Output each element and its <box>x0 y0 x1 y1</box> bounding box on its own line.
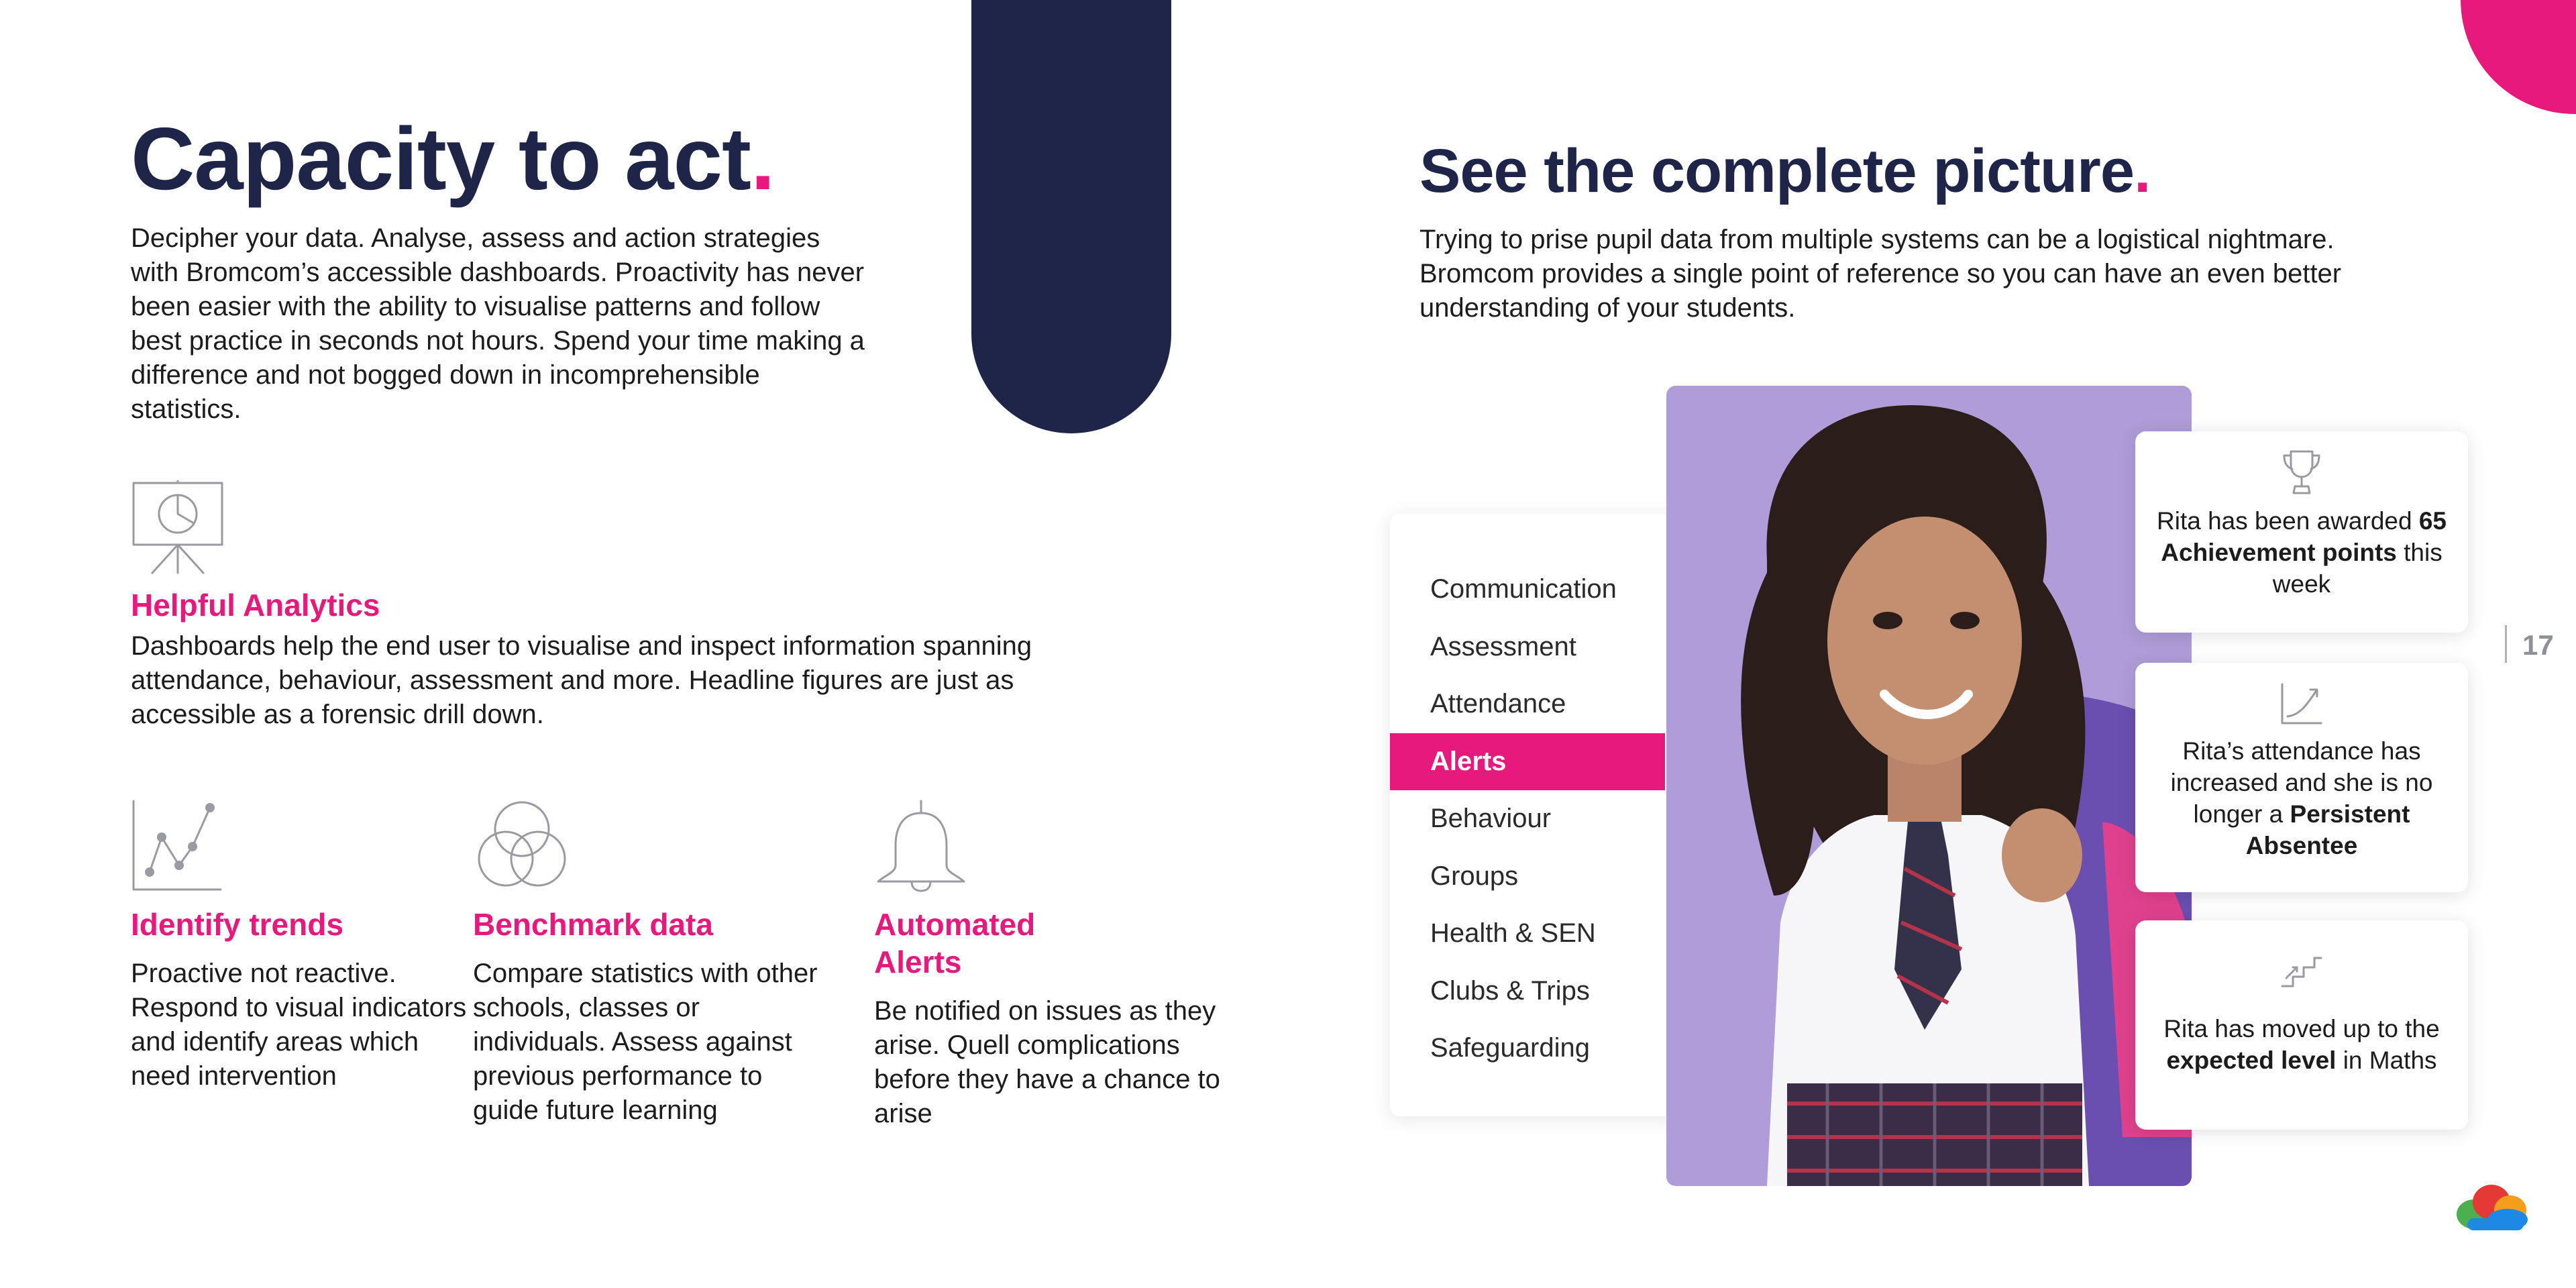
achievement-card <box>2135 431 2468 633</box>
page-number-divider <box>2505 625 2507 663</box>
progress-card <box>2135 920 2468 1130</box>
student-photo <box>1666 386 2192 1186</box>
feature-title: Identify trends <box>131 907 343 942</box>
category-menu <box>1390 514 1685 1116</box>
menu-item-attendance[interactable]: Attendance <box>1430 689 1566 718</box>
presentation-board-pie-icon <box>131 480 225 574</box>
menu-item-behaviour[interactable]: Behaviour <box>1430 804 1552 833</box>
line-graph-icon <box>131 798 480 899</box>
card-text: Rita has been awarded 65 Achievement points this week <box>2157 507 2447 598</box>
bell-icon <box>874 798 1223 899</box>
card-text: Rita has moved up to the expected level in Maths <box>2163 1015 2440 1074</box>
menu-item-clubs-trips[interactable]: Clubs & Trips <box>1430 975 1590 1006</box>
analytics-description: Dashboards help the end user to visualise and inspect information spanning attendance, behaviour, assessment and more. Headline figures are just as accessible as a forensic drill down. <box>131 631 1032 729</box>
attendance-card <box>2135 663 2468 892</box>
menu-item-alerts[interactable]: Alerts <box>1390 733 1665 791</box>
bromcom-cloud-logo <box>2454 1183 2529 1235</box>
feature-description: Compare statistics with other schools, classes or individuals. Assess against previous performance to guide future learning <box>473 959 818 1125</box>
steps-icon <box>2135 920 2468 989</box>
menu-item-communication[interactable]: Communication <box>1430 574 1617 604</box>
venn-circles-icon <box>473 798 822 899</box>
feature-title: Benchmark data <box>473 907 713 942</box>
menu-list <box>1390 561 1665 1077</box>
intro-paragraph-left: Decipher your data. Analyse, assess and action strategies with Bromcom’s accessible dashboards. Proactivity has never been easier with the ability to visualise patterns and follow best practice in seconds not hours. Spend your time making a difference and not bogged down in incomprehensible statistics. <box>131 223 865 424</box>
menu-item-safeguarding[interactable]: Safeguarding <box>1430 1033 1590 1063</box>
page-title-right: See the complete picture. <box>1419 137 2151 205</box>
feature-benchmark-data <box>473 798 822 1128</box>
rising-chart-icon <box>2135 663 2468 726</box>
feature-description: Proactive not reactive. Respond to visual indicators and identify areas which need intervention <box>131 959 467 1091</box>
decorative-navy-pill <box>971 0 1171 433</box>
menu-item-assessment[interactable]: Assessment <box>1430 631 1576 661</box>
feature-identify-trends <box>131 798 480 1093</box>
trophy-icon <box>2135 431 2468 496</box>
menu-item-health-sen[interactable]: Health & SEN <box>1430 918 1596 948</box>
feature-description: Be notified on issues as they arise. Quell complications before they have a chance to arise <box>874 996 1220 1128</box>
card-text: Rita’s attendance has increased and she is no longer a Persistent Absentee <box>2170 737 2433 859</box>
decorative-pink-circle <box>2461 0 2576 114</box>
analytics-heading: Helpful Analytics <box>131 588 380 623</box>
feature-automated-alerts <box>874 798 1223 1131</box>
feature-title: Automated Alerts <box>874 907 1036 979</box>
intro-paragraph-right: Trying to prise pupil data from multiple systems can be a logistical nightmare. Bromcom provides a single point of reference so you can have an even better understanding of your students. <box>1419 225 2342 323</box>
page-title-left: Capacity to act. <box>131 109 775 208</box>
page-number: 17 <box>2522 629 2554 661</box>
menu-item-groups[interactable]: Groups <box>1430 861 1519 891</box>
